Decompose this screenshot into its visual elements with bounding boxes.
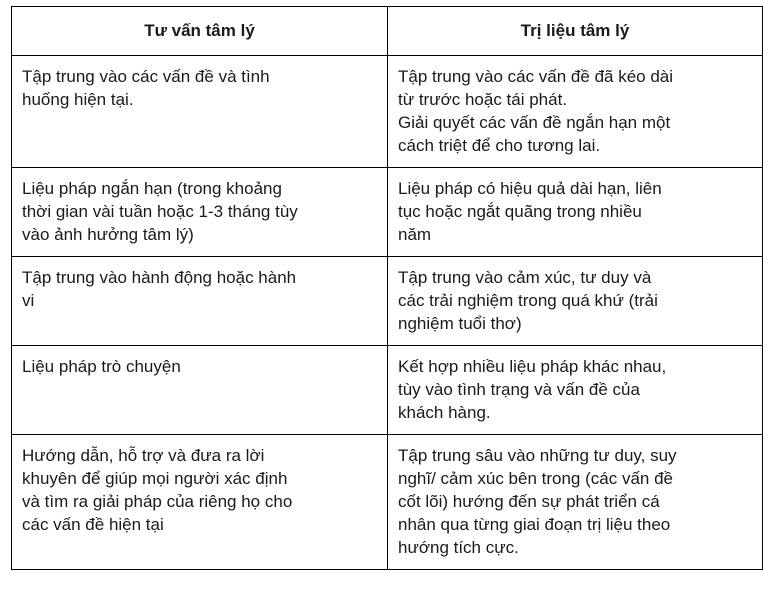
header-counseling: Tư vấn tâm lý bbox=[12, 7, 388, 56]
table-row bbox=[12, 346, 763, 435]
cell-therapy: Kết hợp nhiều liệu pháp khác nhau, tùy vào tình trạng và vấn đề của khách hàng. bbox=[388, 346, 763, 435]
cell-counseling: Liệu pháp trò chuyện bbox=[12, 346, 388, 435]
cell-therapy: Tập trung vào các vấn đề đã kéo dài từ trước hoặc tái phát. Giải quyết các vấn đề ngắn hạn một cách triệt để cho tương lai. bbox=[388, 56, 763, 168]
header-row bbox=[12, 7, 763, 56]
comparison-table bbox=[11, 6, 763, 570]
cell-therapy: Liệu pháp có hiệu quả dài hạn, liên tục hoặc ngắt quãng trong nhiều năm bbox=[388, 168, 763, 257]
cell-counseling: Tập trung vào hành động hoặc hành vi bbox=[12, 257, 388, 346]
table-row bbox=[12, 257, 763, 346]
cell-counseling: Liệu pháp ngắn hạn (trong khoảng thời gian vài tuần hoặc 1-3 tháng tùy vào ảnh hưởng tâm lý) bbox=[12, 168, 388, 257]
cell-therapy: Tập trung sâu vào những tư duy, suy nghĩ/ cảm xúc bên trong (các vấn đề cốt lõi) hướng đến sự phát triển cá nhân qua từng giai đoạn trị liệu theo hướng tích cực. bbox=[388, 435, 763, 570]
table-row bbox=[12, 168, 763, 257]
cell-therapy: Tập trung vào cảm xúc, tư duy và các trải nghiệm trong quá khứ (trải nghiệm tuổi thơ) bbox=[388, 257, 763, 346]
cell-counseling: Tập trung vào các vấn đề và tình huống hiện tại. bbox=[12, 56, 388, 168]
cell-counseling: Hướng dẫn, hỗ trợ và đưa ra lời khuyên để giúp mọi người xác định và tìm ra giải pháp của riêng họ cho các vấn đề hiện tại bbox=[12, 435, 388, 570]
header-therapy: Trị liệu tâm lý bbox=[388, 7, 763, 56]
table-row bbox=[12, 435, 763, 570]
table-row bbox=[12, 56, 763, 168]
